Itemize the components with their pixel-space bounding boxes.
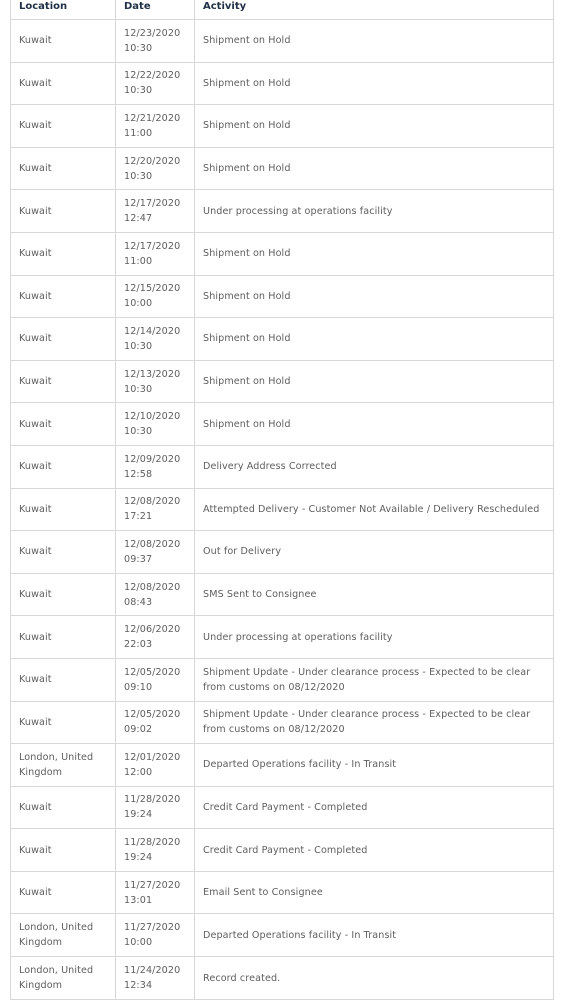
cell-activity: Departed Operations facility - In Transit [195, 914, 554, 957]
cell-date-day: 12/01/2020 [124, 751, 181, 763]
table-body [11, 20, 554, 1000]
cell-location: Kuwait [11, 871, 116, 914]
cell-date-time: 08:43 [124, 596, 153, 608]
cell-date [116, 786, 195, 829]
cell-activity: Out for Delivery [195, 531, 554, 574]
cell-date [116, 744, 195, 787]
cell-location: Kuwait [11, 616, 116, 659]
cell-location: Kuwait [11, 786, 116, 829]
cell-date-day: 12/21/2020 [124, 112, 181, 124]
cell-date-day: 11/24/2020 [124, 965, 181, 977]
cell-date-time: 11:00 [124, 127, 153, 139]
cell-activity: Shipment on Hold [195, 147, 554, 190]
table-row [11, 318, 554, 361]
cell-date-time: 09:37 [124, 553, 153, 565]
cell-date-day: 12/14/2020 [124, 325, 181, 337]
table-row [11, 360, 554, 403]
cell-location: London, United Kingdom [11, 914, 116, 957]
cell-date-day: 12/08/2020 [124, 496, 181, 508]
cell-date-day: 11/28/2020 [124, 794, 181, 806]
cell-date-day: 12/09/2020 [124, 453, 181, 465]
cell-date [116, 105, 195, 148]
cell-location: Kuwait [11, 573, 116, 616]
cell-location: Kuwait [11, 62, 116, 105]
cell-date-time: 11:00 [124, 255, 153, 267]
cell-activity: Under processing at operations facility [195, 616, 554, 659]
table-row [11, 786, 554, 829]
cell-location: Kuwait [11, 531, 116, 574]
cell-date [116, 701, 195, 744]
cell-activity: Departed Operations facility - In Transit [195, 744, 554, 787]
cell-date-day: 12/23/2020 [124, 27, 181, 39]
cell-date [116, 445, 195, 488]
cell-location: Kuwait [11, 318, 116, 361]
table-row [11, 871, 554, 914]
cell-activity: Shipment on Hold [195, 20, 554, 63]
cell-activity: Under processing at operations facility [195, 190, 554, 233]
cell-date [116, 20, 195, 63]
cell-date-time: 10:30 [124, 383, 153, 395]
cell-date [116, 403, 195, 446]
cell-date-day: 12/17/2020 [124, 240, 181, 252]
table-row [11, 957, 554, 1000]
cell-date [116, 318, 195, 361]
shipment-history-table [10, 0, 554, 1000]
cell-date-time: 10:30 [124, 85, 153, 97]
cell-location: Kuwait [11, 829, 116, 872]
cell-date-day: 12/05/2020 [124, 666, 181, 678]
cell-date-time: 17:21 [124, 511, 153, 523]
cell-date-time: 12:00 [124, 766, 153, 778]
cell-location: Kuwait [11, 232, 116, 275]
cell-activity: Shipment on Hold [195, 403, 554, 446]
cell-date-time: 22:03 [124, 639, 153, 651]
cell-date-time: 10:30 [124, 426, 153, 438]
table-row [11, 232, 554, 275]
cell-activity: Shipment on Hold [195, 232, 554, 275]
cell-date-time: 09:10 [124, 681, 153, 693]
table-row [11, 20, 554, 63]
cell-date [116, 573, 195, 616]
cell-date-day: 12/15/2020 [124, 283, 181, 295]
cell-date-day: 12/17/2020 [124, 198, 181, 210]
table-row [11, 914, 554, 957]
cell-date-day: 11/28/2020 [124, 837, 181, 849]
cell-date-day: 11/27/2020 [124, 922, 181, 934]
table-row [11, 105, 554, 148]
cell-date [116, 616, 195, 659]
cell-activity: Email Sent to Consignee [195, 871, 554, 914]
cell-date-day: 12/08/2020 [124, 538, 181, 550]
cell-date [116, 488, 195, 531]
column-header-activity: Activity [195, 0, 554, 20]
cell-date [116, 871, 195, 914]
cell-location: Kuwait [11, 488, 116, 531]
cell-date-time: 13:01 [124, 894, 153, 906]
cell-location: Kuwait [11, 275, 116, 318]
cell-date [116, 914, 195, 957]
column-header-date: Date [116, 0, 195, 20]
cell-location: Kuwait [11, 105, 116, 148]
cell-date-time: 19:24 [124, 852, 153, 864]
table-row [11, 190, 554, 233]
cell-date [116, 190, 195, 233]
cell-location: Kuwait [11, 701, 116, 744]
cell-date-time: 10:00 [124, 298, 153, 310]
cell-activity: Shipment Update - Under clearance process - Expected to be clear from customs on 08/12/2020 [195, 701, 554, 744]
cell-date-time: 12:58 [124, 468, 153, 480]
cell-date-day: 12/08/2020 [124, 581, 181, 593]
cell-activity: Shipment on Hold [195, 318, 554, 361]
table-row [11, 701, 554, 744]
table-row [11, 488, 554, 531]
cell-date-day: 12/22/2020 [124, 70, 181, 82]
cell-location: London, United Kingdom [11, 957, 116, 1000]
cell-date-time: 10:30 [124, 42, 153, 54]
table-row [11, 445, 554, 488]
table-row [11, 403, 554, 446]
cell-activity: SMS Sent to Consignee [195, 573, 554, 616]
cell-location: Kuwait [11, 403, 116, 446]
table-row [11, 616, 554, 659]
table-row [11, 573, 554, 616]
cell-location: Kuwait [11, 445, 116, 488]
table-row [11, 829, 554, 872]
cell-location: Kuwait [11, 360, 116, 403]
cell-activity: Shipment on Hold [195, 62, 554, 105]
cell-activity: Credit Card Payment - Completed [195, 829, 554, 872]
cell-activity: Record created. [195, 957, 554, 1000]
cell-activity: Delivery Address Corrected [195, 445, 554, 488]
cell-date-day: 12/06/2020 [124, 624, 181, 636]
column-header-location: Location [11, 0, 116, 20]
cell-date [116, 957, 195, 1000]
cell-date-time: 12:34 [124, 980, 153, 992]
cell-activity: Shipment on Hold [195, 360, 554, 403]
cell-activity: Attempted Delivery - Customer Not Available / Delivery Rescheduled [195, 488, 554, 531]
cell-location: Kuwait [11, 658, 116, 701]
table-header-row [11, 0, 554, 20]
cell-activity: Credit Card Payment - Completed [195, 786, 554, 829]
cell-activity: Shipment on Hold [195, 275, 554, 318]
table-row [11, 744, 554, 787]
cell-location: Kuwait [11, 20, 116, 63]
table-row [11, 275, 554, 318]
cell-date [116, 232, 195, 275]
cell-date [116, 360, 195, 403]
cell-activity: Shipment on Hold [195, 105, 554, 148]
table-row [11, 147, 554, 190]
cell-date-time: 09:02 [124, 724, 153, 736]
cell-location: Kuwait [11, 190, 116, 233]
cell-date-day: 12/13/2020 [124, 368, 181, 380]
table-header [11, 0, 554, 20]
cell-date-time: 12:47 [124, 213, 153, 225]
cell-date [116, 829, 195, 872]
cell-date [116, 531, 195, 574]
cell-activity: Shipment Update - Under clearance process - Expected to be clear from customs on 08/12/2020 [195, 658, 554, 701]
table-row [11, 658, 554, 701]
cell-date-day: 11/27/2020 [124, 879, 181, 891]
cell-date [116, 62, 195, 105]
cell-date [116, 658, 195, 701]
cell-location: London, United Kingdom [11, 744, 116, 787]
cell-date-time: 19:24 [124, 809, 153, 821]
table-row [11, 531, 554, 574]
cell-date-time: 10:00 [124, 937, 153, 949]
cell-date-day: 12/10/2020 [124, 411, 181, 423]
cell-date-day: 12/20/2020 [124, 155, 181, 167]
cell-date-time: 10:30 [124, 170, 153, 182]
cell-date-day: 12/05/2020 [124, 709, 181, 721]
table-row [11, 62, 554, 105]
cell-date [116, 275, 195, 318]
cell-date [116, 147, 195, 190]
cell-location: Kuwait [11, 147, 116, 190]
cell-date-time: 10:30 [124, 340, 153, 352]
